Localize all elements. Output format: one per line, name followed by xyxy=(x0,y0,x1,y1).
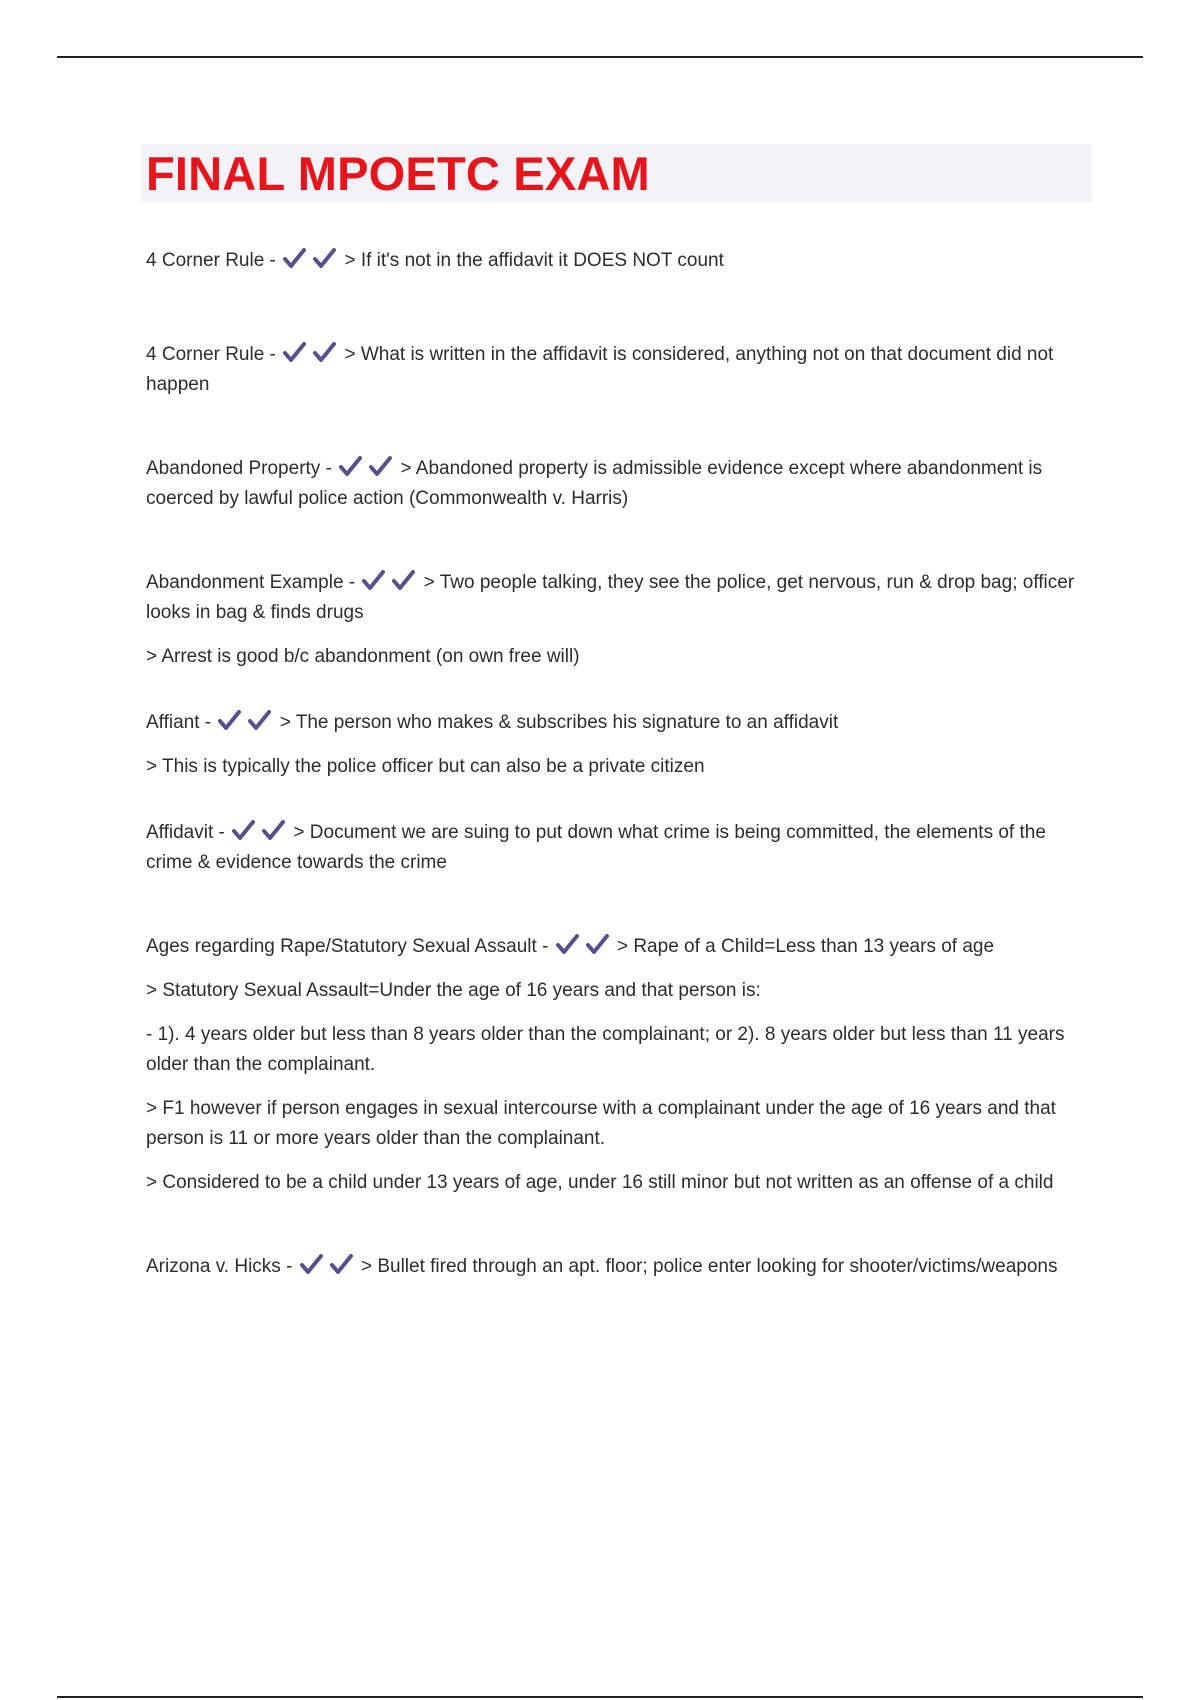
entry-term: Arizona v. Hicks xyxy=(146,1256,281,1277)
flashcard-entry xyxy=(146,1252,1086,1282)
term-separator: - xyxy=(343,572,361,593)
flashcard-list xyxy=(146,246,1086,1282)
double-check-icon xyxy=(230,819,288,841)
entry-main-line xyxy=(146,340,1086,400)
double-check-icon xyxy=(281,341,339,363)
double-check-icon xyxy=(298,1253,356,1275)
entry-note: > Considered to be a child under 13 years of age, under 16 still minor but not written as an offense of a child xyxy=(146,1172,1054,1193)
entry-definition: > Two people talking, they see the police, get nervous, run & drop bag; officer looks in bag & finds drugs xyxy=(146,572,1075,623)
page-title: FINAL MPOETC EXAM xyxy=(146,147,650,200)
entry-definition: > Bullet fired through an apt. floor; police enter looking for shooter/victims/weapons xyxy=(355,1256,1058,1277)
flashcard-entry xyxy=(146,568,1086,672)
flashcard-entry xyxy=(146,246,1086,276)
entry-term: Affiant xyxy=(146,712,200,733)
entry-definition: > What is written in the affidavit is considered, anything not on that document did not happen xyxy=(146,344,1054,395)
double-check-icon xyxy=(281,247,339,269)
term-separator: - xyxy=(264,344,282,365)
term-separator: - xyxy=(536,936,554,957)
flashcard-entry xyxy=(146,932,1086,1198)
entry-term: Affidavit xyxy=(146,822,214,843)
entry-note: - 1). 4 years older but less than 8 years older than the complainant; or 2). 8 years older but less than 11 years older than the complainant. xyxy=(146,1024,1065,1075)
double-check-icon xyxy=(216,709,274,731)
entry-main-line xyxy=(146,818,1086,878)
bottom-rule xyxy=(57,1696,1143,1698)
term-separator: - xyxy=(213,822,231,843)
top-rule xyxy=(57,56,1143,58)
entry-main-line xyxy=(146,568,1086,628)
entry-definition: > If it's not in the affidavit it DOES NOT count xyxy=(339,250,724,271)
term-separator: - xyxy=(320,458,338,479)
flashcard-entry xyxy=(146,340,1086,400)
entry-term: Abandoned Property xyxy=(146,458,321,479)
double-check-icon xyxy=(554,933,612,955)
entry-main-line xyxy=(146,1252,1086,1282)
entry-main-line xyxy=(146,246,1086,276)
entry-main-line xyxy=(146,932,1086,962)
entry-note: > Statutory Sexual Assault=Under the age of 16 years and that person is: xyxy=(146,980,761,1001)
entry-main-line xyxy=(146,708,1086,738)
double-check-icon xyxy=(337,455,395,477)
flashcard-entry xyxy=(146,818,1086,878)
entry-note: > F1 however if person engages in sexual intercourse with a complainant under the age of 16 years and that person is 11 or more years older than the complainant. xyxy=(146,1098,1056,1149)
entry-note: > This is typically the police officer but can also be a private citizen xyxy=(146,756,705,777)
term-separator: - xyxy=(280,1256,298,1277)
entry-term: Ages regarding Rape/Statutory Sexual Assault xyxy=(146,936,537,957)
entry-note: > Arrest is good b/c abandonment (on own free will) xyxy=(146,646,580,667)
entry-definition: > The person who makes & subscribes his signature to an affidavit xyxy=(274,712,839,733)
term-separator: - xyxy=(264,250,282,271)
double-check-icon xyxy=(360,569,418,591)
entry-definition: > Rape of a Child=Less than 13 years of age xyxy=(611,936,995,957)
entry-term: Abandonment Example xyxy=(146,572,344,593)
entry-definition: > Document we are suing to put down what crime is being committed, the elements of the crime & evidence towards the crime xyxy=(146,822,1046,873)
entry-term: 4 Corner Rule xyxy=(146,250,265,271)
term-separator: - xyxy=(199,712,217,733)
flashcard-entry xyxy=(146,708,1086,782)
entry-main-line xyxy=(146,454,1086,514)
flashcard-entry xyxy=(146,454,1086,514)
entry-term: 4 Corner Rule xyxy=(146,344,265,365)
entry-definition: > Abandoned property is admissible evidence except where abandonment is coerced by lawful police action (Commonwealth v. Harris) xyxy=(146,458,1043,509)
